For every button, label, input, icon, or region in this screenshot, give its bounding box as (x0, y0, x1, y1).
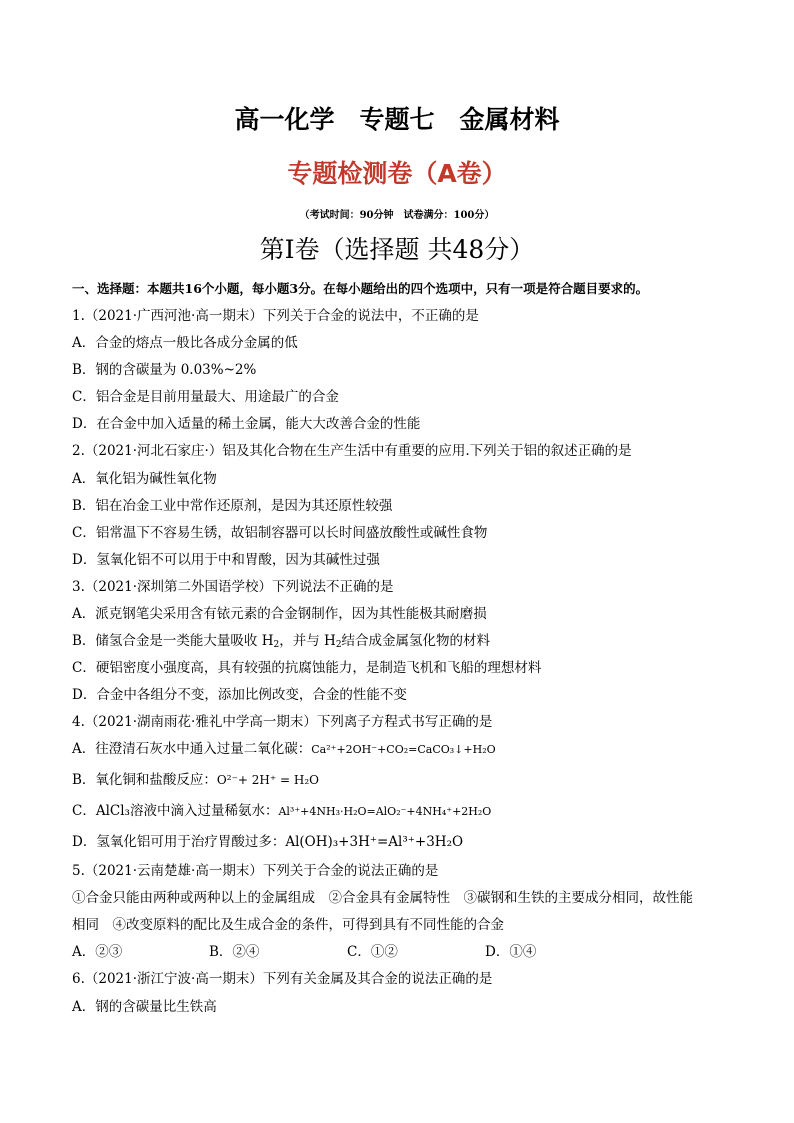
question-5-option-a: A．②③ (72, 944, 123, 960)
question-4-option-b (72, 768, 319, 788)
question-5-statements-line-1: ①合金只能由两种或两种以上的金属组成 ②合金具有金属特性 ③碳钢和生铁的主要成分相同，故性能 (72, 890, 693, 906)
question-5-stem: 5.（2021·云南楚雄·高一期末）下列关于合金的说法正确的是 (72, 863, 439, 879)
question-3-option-b (72, 629, 490, 650)
exam-info: （考试时间：90分钟 试卷满分：100分） (299, 210, 495, 221)
question-3-option-a: A．派克钢笔尖采用含有铱元素的合金钢制作，因为其性能极其耐磨损 (72, 606, 487, 622)
question-3-option-c: C．硬铝密度小强度高，具有较强的抗腐蚀能力，是制造飞机和飞船的理想材料 (72, 660, 542, 676)
question-1-option-b: B．钢的含碳量为 0.03%~2% (72, 362, 257, 378)
question-6-stem: 6.（2021·浙江宁波·高一期末）下列有关金属及其合金的说法正确的是 (72, 971, 493, 987)
question-5-statements-line-2: 相同 ④改变原料的配比及生成合金的条件，可得到具有不同性能的合金 (72, 917, 504, 933)
question-3-option-b-subscript-1: 2 (273, 640, 280, 650)
question-5-option-d: D．①④ (485, 944, 537, 960)
question-1-option-a: A．合金的熔点一般比各成分金属的低 (72, 335, 298, 351)
question-1-option-c: C．铝合金是目前用量最大、用途最广的合金 (72, 389, 339, 405)
question-4-option-a-text: A．往澄清石灰水中通入过量二氧化碳： (72, 741, 312, 757)
question-3-option-b-subscript-2: 2 (335, 640, 342, 650)
question-4-stem: 4.（2021·湖南雨花·雅礼中学高一期末）下列离子方程式书写正确的是 (72, 714, 493, 730)
question-5-option-b: B．②④ (209, 944, 260, 960)
question-4-option-c-equation: Al³⁺+4NH₃·H₂O=AlO₂⁻+4NH₄⁺+2H₂O (278, 805, 492, 818)
question-4-option-c-text: C．AlCl₃溶液中滴入过量稀氨水： (72, 803, 279, 819)
question-3-option-b-text-1: B．储氢合金是一类能大量吸收 H (72, 633, 274, 649)
question-3-stem: 3.（2021·深圳第二外国语学校）下列说法不正确的是 (72, 579, 394, 595)
page-title: 高一化学 专题七 金属材料 (234, 105, 560, 134)
question-4-option-d: D．氢氧化铝可用于治疗胃酸过多：Al(OH)₃+3H⁺=Al³⁺+3H₂O (72, 834, 464, 850)
page-subtitle: 专题检测卷（A卷） (287, 159, 507, 188)
question-4-option-c (72, 799, 491, 819)
question-1-option-d: D．在合金中加入适量的稀土金属，能大大改善合金的性能 (72, 416, 421, 432)
question-4-option-b-equation: O²⁻+ 2H⁺ = H₂O (216, 773, 320, 787)
question-2-option-d: D．氢氧化铝不可以用于中和胃酸，因为其碱性过强 (72, 552, 380, 568)
question-4-option-b-text: B．氧化铜和盐酸反应： (72, 772, 217, 788)
question-3-option-b-text-3: 结合成金属氢化物的材料 (341, 633, 491, 649)
question-5-option-c: C．①② (347, 944, 398, 960)
question-2-option-a: A．氧化铝为碱性氧化物 (72, 471, 217, 487)
question-2-stem: 2.（2021·河北石家庄·）铝及其化合物在生产生活中有重要的应用.下列关于铝的叙述正确的是 (72, 443, 632, 459)
question-2-option-b: B．铝在冶金工业中常作还原剂，是因为其还原性较强 (72, 498, 393, 514)
question-2-option-c: C．铝常温下不容易生锈，故铝制容器可以长时间盛放酸性或碱性食物 (72, 525, 488, 541)
section-title: 第Ⅰ卷（选择题 共48分） (259, 235, 535, 264)
question-1-stem: 1.（2021·广西河池·高一期末）下列关于合金的说法中，不正确的是 (72, 308, 479, 324)
instructions: 一、选择题：本题共16个小题，每小题3分。在每小题给出的四个选项中，只有一项是符合题目要求的。 (72, 281, 649, 296)
question-4-option-a (72, 737, 496, 757)
question-6-option-a: A．钢的含碳量比生铁高 (72, 999, 217, 1015)
question-4-option-a-equation: Ca²⁺+2OH⁻+CO₂=CaCO₃↓+H₂O (311, 743, 496, 756)
question-3-option-b-text-2: ，并与 H (279, 633, 336, 649)
question-3-option-d: D．合金中各组分不变，添加比例改变，合金的性能不变 (72, 687, 407, 703)
